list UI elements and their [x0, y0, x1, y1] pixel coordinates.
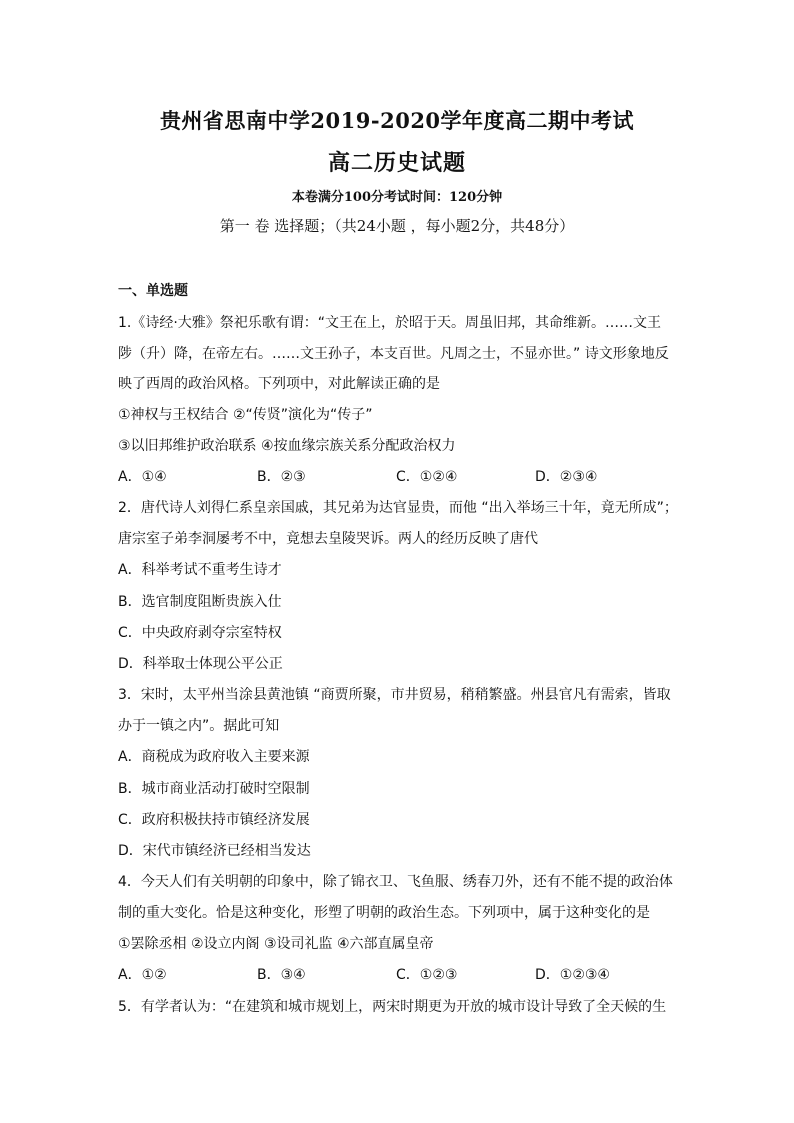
q3-stem-line-2: 办于一镇之内”。据此可知 [118, 718, 280, 734]
q1-stem-line-1: 1.《诗经·大雅》祭祀乐歌有谓：“文王在上，於昭于天。周虽旧邦，其命维新。……文王 [118, 315, 662, 331]
q2-option-c: C．中央政府剥夺宗室特权 [118, 625, 282, 641]
section-header: 第一 卷 选择题；（共24小题 ，每小题2分，共48分） [219, 217, 575, 235]
q4-stem-line-1: 4．今天人们有关明朝的印象中，除了锦衣卫、飞鱼服、绣春刀外，还有不能不提的政治体 [118, 874, 673, 890]
exam-info: 本卷满分100分考试时间：120分钟 [291, 190, 503, 205]
q1-option-a: A．①④ [118, 469, 167, 485]
q2-option-b: B．选官制度阻断贵族入仕 [118, 594, 282, 610]
q4-item-line-1: ①罢除丞相 ②设立内阁 ③设司礼监 ④六部直属皇帝 [118, 936, 434, 952]
q1-item-line-1: ①神权与王权结合 ②“传贤”演化为“传子” [118, 407, 373, 423]
q2-option-d: D．科举取士体现公平公正 [118, 656, 283, 672]
part-heading: 一、单选题 [118, 283, 188, 299]
q2-stem-line-1: 2．唐代诗人刘得仁系皇亲国戚，其兄弟为达官显贵，而他 “出入举场三十年，竟无所成”； [118, 500, 678, 516]
exam-subtitle: 高二历史试题 [327, 150, 466, 176]
q1-stem-line-2: 陟（升）降，在帝左右。……文王孙子，本支百世。凡周之士，不显亦世。” 诗文形象地反 [118, 346, 669, 362]
q1-stem-line-3: 映了西周的政治风格。下列项中，对此解读正确的是 [118, 376, 440, 392]
q4-option-a: A．①② [118, 967, 167, 983]
q3-option-d: D．宋代市镇经济已经相当发达 [118, 843, 311, 859]
exam-title: 贵州省思南中学2019-2020学年度高二期中考试 [159, 108, 635, 133]
q4-option-d: D．①②③④ [535, 967, 610, 983]
q1-item-line-2: ③以旧邦维护政治联系 ④按血缘宗族关系分配政治权力 [118, 438, 456, 454]
q4-stem-line-2: 制的重大变化。恰是这种变化，形塑了明朝的政治生态。下列项中，属于这种变化的是 [118, 905, 650, 921]
q3-option-c: C．政府积极扶持市镇经济发展 [118, 812, 310, 828]
q1-option-b: B．②③ [257, 469, 306, 485]
q4-option-b: B．③④ [257, 967, 306, 983]
q5-stem-line-1: 5．有学者认为：“在建筑和城市规划上，两宋时期更为开放的城市设计导致了全天候的生 [118, 999, 667, 1015]
q1-option-d: D．②③④ [535, 469, 598, 485]
q1-option-c: C．①②④ [396, 469, 458, 485]
q3-option-b: B．城市商业活动打破时空限制 [118, 781, 310, 797]
q2-stem-line-2: 唐宗室子弟李洞屡考不中，竟想去皇陵哭诉。两人的经历反映了唐代 [118, 531, 538, 547]
q3-option-a: A．商税成为政府收入主要来源 [118, 749, 310, 765]
q3-stem-line-1: 3．宋时，太平州当涂县黄池镇 “商贾所聚，市井贸易，稍稍繁盛。州县官凡有需索，皆取 [118, 687, 671, 703]
q4-option-c: C．①②③ [396, 967, 458, 983]
q2-option-a: A．科举考试不重考生诗才 [118, 562, 282, 578]
